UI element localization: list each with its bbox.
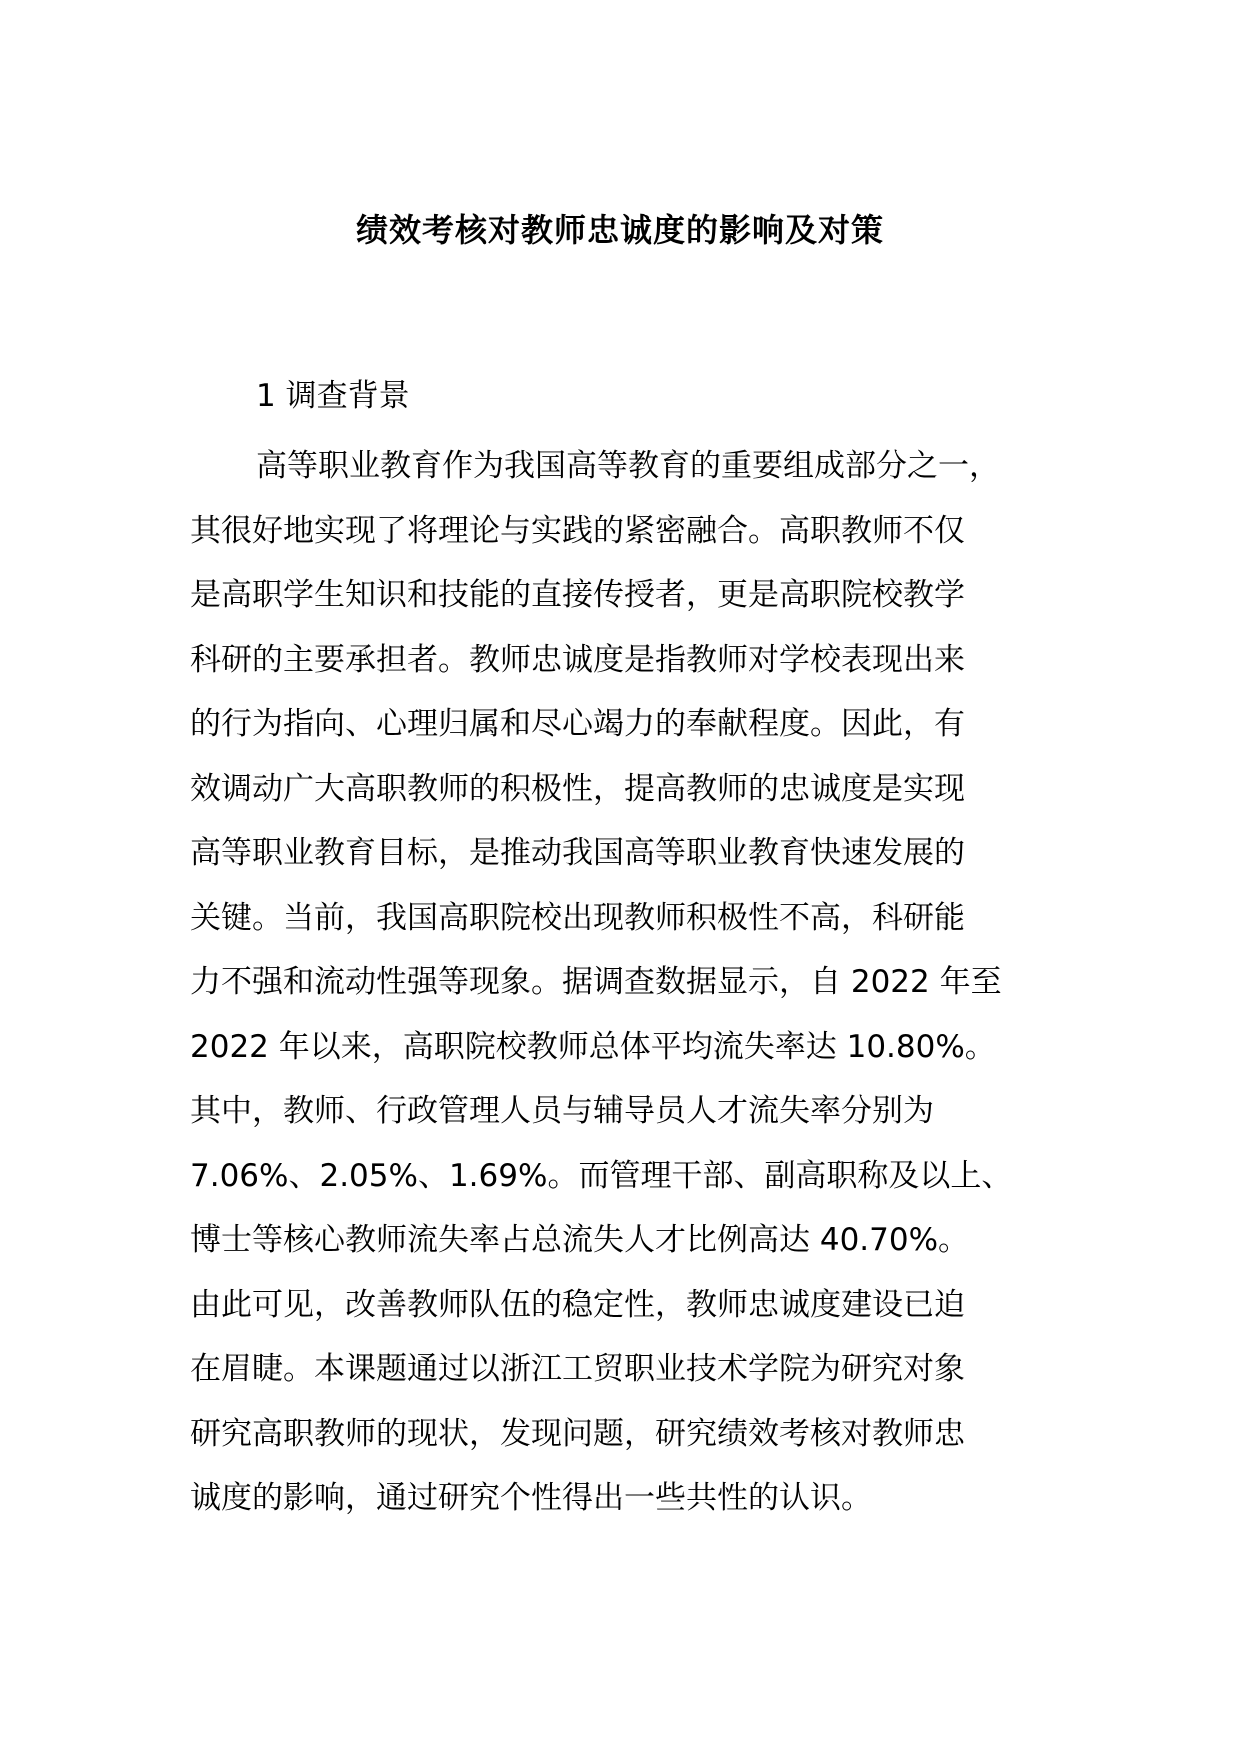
section-heading: 1 调查背景 xyxy=(256,378,410,414)
paragraph-line: 是高职学生知识和技能的直接传授者，更是高职院校教学 xyxy=(190,577,965,613)
paragraph-line: 诚度的影响，通过研究个性得出一些共性的认识。 xyxy=(190,1480,872,1516)
paragraph-line: 高等职业教育作为我国高等教育的重要组成部分之一， xyxy=(256,448,1000,484)
paragraph-line: 高等职业教育目标，是推动我国高等职业教育快速发展的 xyxy=(190,835,965,871)
paragraph-line: 的行为指向、心理归属和尽心竭力的奉献程度。因此，有 xyxy=(190,706,965,742)
paragraph-line: 力不强和流动性强等现象。据调查数据显示，自 2022 年至 xyxy=(190,964,1002,1000)
document-title: 绩效考核对教师忠诚度的影响及对策 xyxy=(355,211,884,249)
paragraph-line: 关键。当前，我国高职院校出现教师积极性不高，科研能 xyxy=(190,899,965,936)
body-paragraph xyxy=(190,434,1080,1531)
paragraph-line: 研究高职教师的现状，发现问题，研究绩效考核对教师忠 xyxy=(190,1415,965,1452)
paragraph-line: 2022 年以来，高职院校教师总体平均流失率达 10.80%。 xyxy=(190,1028,996,1065)
paragraph-line: 效调动广大高职教师的积极性，提高教师的忠诚度是实现 xyxy=(190,770,965,807)
paragraph-line: 博士等核心教师流失率占总流失人才比例高达 40.70%。 xyxy=(190,1222,970,1258)
paragraph-line: 在眉睫。本课题通过以浙江工贸职业技术学院为研究对象 xyxy=(190,1351,965,1387)
paragraph-line: 其很好地实现了将理论与实践的紧密融合。高职教师不仅 xyxy=(190,512,965,549)
paragraph-line: 其中，教师、行政管理人员与辅导员人才流失率分别为 xyxy=(190,1093,934,1129)
paragraph-line: 由此可见，改善教师队伍的稳定性，教师忠诚度建设已迫 xyxy=(190,1286,965,1323)
paragraph-line: 7.06%、2.05%、1.69%。而管理干部、副高职称及以上、 xyxy=(190,1157,1013,1194)
paragraph-line: 科研的主要承担者。教师忠诚度是指教师对学校表现出来 xyxy=(190,641,965,678)
